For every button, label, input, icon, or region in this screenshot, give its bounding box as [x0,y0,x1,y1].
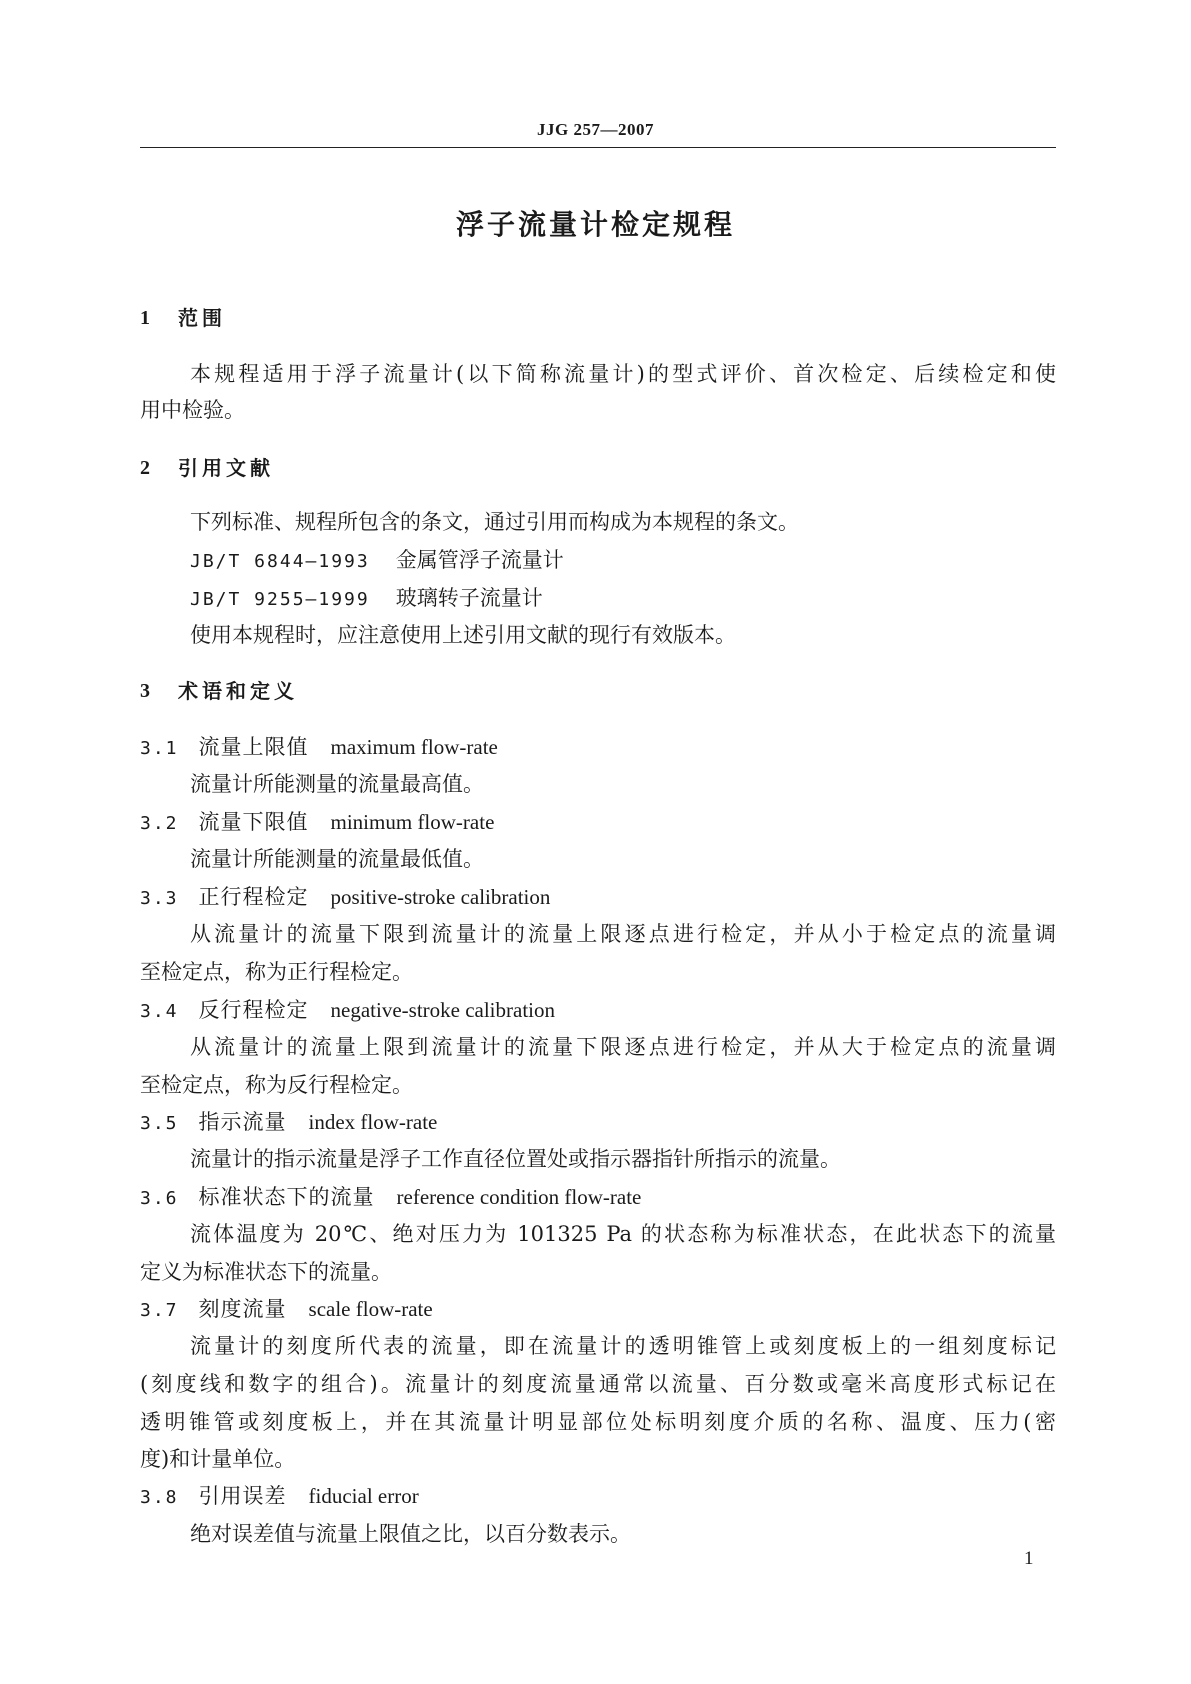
section-3-heading: 术语和定义 [178,679,298,703]
term-entry [140,1481,419,1513]
term-english: scale flow-rate [308,1297,433,1321]
term-definition-line: 流量计所能测量的流量最高值。 [190,772,484,796]
term-name: 流量上限值 [198,735,309,759]
section-1-heading: 范围 [178,306,226,330]
term-number: 3.6 [140,1188,179,1209]
section-2-intro: 下列标准、规程所包含的条文，通过引用而构成为本规程的条文。 [190,510,799,534]
term-number: 3.1 [140,738,179,759]
reference-title: 金属管浮子流量计 [395,548,564,572]
term-definition-line: 流量计的指示流量是浮子工作直径位置处或指示器指针所指示的流量。 [190,1147,841,1171]
term-number: 3.4 [140,1001,179,1022]
term-name: 反行程检定 [198,998,309,1022]
term-entry [140,1107,437,1139]
term-english: reference condition flow-rate [396,1185,642,1209]
term-entry [140,882,550,914]
reference-title: 玻璃转子流量计 [395,586,543,610]
term-definition-line: 至检定点，称为反行程检定。 [140,1073,413,1097]
term-entry [140,995,555,1027]
header-divider [140,147,1056,148]
term-number: 3.3 [140,888,179,909]
reference-item [190,545,564,577]
term-english: index flow-rate [308,1110,438,1134]
term-entry [140,1294,433,1326]
section-1-paragraph-line: 本规程适用于浮子流量计(以下简称流量计)的型式评价、首次检定、后续检定和使 [190,362,1056,386]
page-number: 1 [1024,1548,1034,1569]
section-1-number: 1 [140,307,150,329]
term-entry [140,1182,641,1214]
term-definition-line: (刻度线和数字的组合)。流量计的刻度流量通常以流量、百分数或毫米高度形式标记在 [140,1372,1056,1396]
term-english: maximum flow-rate [330,735,498,759]
term-number: 3.2 [140,813,179,834]
term-name: 刻度流量 [198,1297,287,1321]
term-english: negative-stroke calibration [330,998,556,1022]
term-english: fiducial error [308,1484,419,1508]
term-number: 3.7 [140,1300,179,1321]
term-english: minimum flow-rate [330,810,495,834]
term-definition-line: 定义为标准状态下的流量。 [140,1260,392,1284]
term-name: 指示流量 [198,1110,287,1134]
reference-item [190,583,543,615]
term-number: 3.8 [140,1487,179,1508]
term-definition-line: 透明锥管或刻度板上，并在其流量计明显部位处标明刻度介质的名称、温度、压力(密 [140,1410,1056,1434]
standard-code: JJG 257—2007 [537,120,654,139]
section-3-number: 3 [140,680,150,702]
term-name: 正行程检定 [198,885,309,909]
term-definition-line: 从流量计的流量上限到流量计的流量下限逐点进行检定，并从大于检定点的流量调 [190,1035,1056,1059]
section-2-note: 使用本规程时，应注意使用上述引用文献的现行有效版本。 [190,623,736,647]
term-definition-line: 流体温度为 20℃、绝对压力为 101325 Pa 的状态称为标准状态，在此状态下的流量 [190,1222,1056,1246]
reference-code: JB/T 6844—1993 [190,551,370,572]
term-number: 3.5 [140,1113,179,1134]
term-name: 标准状态下的流量 [198,1185,375,1209]
term-definition-line: 从流量计的流量下限到流量计的流量上限逐点进行检定，并从小于检定点的流量调 [190,922,1056,946]
term-definition-line: 度)和计量单位。 [140,1447,296,1471]
term-definition-line: 流量计所能测量的流量最低值。 [190,847,484,871]
term-entry [140,807,494,839]
term-definition-line: 流量计的刻度所代表的流量，即在流量计的透明锥管上或刻度板上的一组刻度标记 [190,1334,1056,1358]
section-2-number: 2 [140,457,150,479]
reference-code: JB/T 9255—1999 [190,589,370,610]
term-entry [140,732,498,764]
term-name: 流量下限值 [198,810,309,834]
section-2-heading: 引用文献 [178,456,274,480]
term-english: positive-stroke calibration [330,885,551,909]
page-title: 浮子流量计检定规程 [455,208,735,241]
section-1-paragraph-line: 用中检验。 [140,398,245,422]
term-definition-line: 至检定点，称为正行程检定。 [140,960,413,984]
term-definition-line: 绝对误差值与流量上限值之比，以百分数表示。 [190,1522,631,1546]
term-name: 引用误差 [198,1484,287,1508]
